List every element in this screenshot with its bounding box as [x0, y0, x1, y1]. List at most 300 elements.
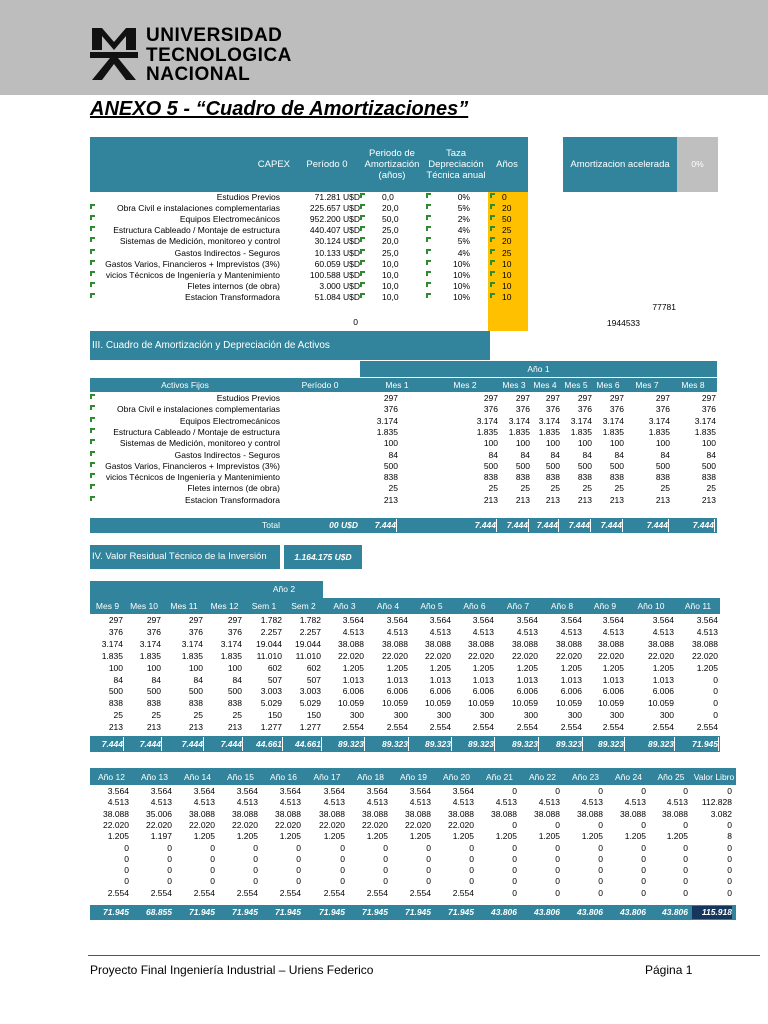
capex-row-period0: 30.124 U$D	[314, 236, 360, 247]
t2-cell: 38.088	[556, 638, 582, 649]
t3-cell: 38.088	[491, 808, 517, 819]
t3-cell: 1.205	[107, 831, 129, 842]
t2-cell: 38.088	[512, 638, 538, 649]
t3-cell: 0	[555, 853, 560, 864]
capex-row-period0: 60.059 U$D	[314, 258, 360, 269]
t2-cell: 3.564	[429, 615, 451, 625]
t2-header-cell: Mes 10	[130, 601, 158, 611]
t3-cell: 0	[426, 876, 431, 887]
t2-cell: 1.205	[560, 662, 582, 673]
t1-row-value: 100	[515, 438, 530, 449]
t2-cell: 300	[349, 710, 364, 721]
t3-cell: 38.088	[405, 808, 431, 819]
t3-cell: 0	[469, 842, 474, 853]
capex-total-zero: 0	[353, 317, 358, 327]
cell-marker-icon	[426, 271, 431, 276]
footer-project: Proyecto Final Ingeniería Industrial – Uriens Federico	[90, 963, 374, 977]
t3-cell: 0	[512, 865, 517, 876]
t1-row-value: 84	[520, 449, 530, 460]
t2-cell: 22.020	[648, 650, 674, 661]
t3-cell: 0	[555, 819, 560, 830]
t3-cell: 1.205	[409, 831, 431, 842]
t2-header-cell: Mes 9	[95, 601, 120, 611]
t2-total-cell: 44.661	[244, 737, 283, 751]
t2-cell: 300	[659, 710, 674, 721]
t2-cell: 6.006	[560, 686, 582, 697]
t2-cell: 213	[108, 722, 123, 733]
t2-cell: 10.059	[512, 698, 538, 709]
cell-marker-icon	[426, 193, 431, 198]
t3-header-cell: Año 14	[184, 772, 211, 782]
t2-cell: 297	[188, 615, 203, 625]
t3-cell: 22.020	[362, 819, 388, 830]
t2-cell: 4.513	[652, 626, 674, 637]
t3-header-cell: Año 19	[400, 772, 427, 782]
cell-marker-icon	[490, 226, 495, 231]
t1-row-value: 376	[483, 404, 498, 415]
capex-header-cell: Período 0	[306, 159, 348, 170]
t3-cell: 0	[727, 819, 732, 830]
t2-cell: 10.059	[648, 698, 674, 709]
t1-row-value: 1.835	[648, 426, 670, 437]
cell-marker-icon	[490, 237, 495, 242]
t2-cell: 3.564	[696, 615, 718, 625]
capex-row-periodo: 0,0	[382, 192, 394, 202]
capex-row-anos: 10	[502, 280, 512, 291]
t3-cell: 0	[296, 853, 301, 864]
t2-cell: 10.059	[425, 698, 451, 709]
cell-marker-icon	[490, 293, 495, 298]
t3-cell: 0	[512, 786, 517, 796]
capex-row-periodo: 25,0	[382, 247, 399, 258]
t2-cell: 11.010	[295, 650, 321, 661]
cell-marker-icon	[90, 249, 95, 254]
t2-cell: 38.088	[648, 638, 674, 649]
cell-marker-icon	[490, 271, 495, 276]
t2-cell: 38.088	[382, 638, 408, 649]
t2-total-cell: 89.323	[366, 737, 409, 751]
t2-cell: 1.013	[386, 674, 408, 685]
t2-cell: 1.277	[260, 722, 282, 733]
cell-marker-icon	[490, 204, 495, 209]
t1-row-value: 1.835	[570, 426, 592, 437]
t3-cell: 38.088	[620, 808, 646, 819]
t2-cell: 376	[227, 626, 242, 637]
cell-marker-icon	[360, 226, 365, 231]
t3-cell: 38.088	[103, 808, 129, 819]
t1-row-value: 3.174	[376, 415, 398, 426]
t3-cell: 22.020	[448, 819, 474, 830]
t3-cell: 0	[683, 786, 688, 796]
t3-cell: 2.554	[366, 887, 388, 898]
t3-cell: 4.513	[107, 797, 129, 808]
t3-cell: 3.564	[107, 786, 129, 796]
t3-cell: 38.088	[319, 808, 345, 819]
t2-header-cell: Año 8	[550, 601, 574, 611]
t3-total-cell: 71.945	[448, 907, 474, 917]
t1-row-value: 297	[701, 393, 716, 403]
t2-cell: 4.513	[386, 626, 408, 637]
t3-cell: 0	[683, 887, 688, 898]
t3-cell: 3.564	[409, 786, 431, 796]
t1-total-p0: 00 U$D	[329, 520, 358, 530]
t3-total-cell: 71.945	[232, 907, 258, 917]
t2-header-cell: Año 11	[684, 601, 712, 611]
capex-row-anos: 10	[502, 291, 512, 302]
t2-cell: 3.003	[260, 686, 282, 697]
t2-cell: 0	[713, 674, 718, 685]
t2-total-cell: 89.323	[540, 737, 583, 751]
t3-header-cell: Año 15	[227, 772, 254, 782]
t2-cell: 300	[523, 710, 538, 721]
t2-total-cell: 89.323	[626, 737, 675, 751]
t2-cell: 500	[188, 686, 203, 697]
capex-row-anos: 0	[502, 192, 507, 202]
t3-cell: 38.088	[534, 808, 560, 819]
t2-cell: 213	[188, 722, 203, 733]
t3-cell: 1.197	[150, 831, 172, 842]
t2-cell: 2.554	[429, 722, 451, 733]
t2-cell: 38.088	[692, 638, 718, 649]
t1-header-cell: Período 0	[301, 380, 339, 390]
t1-row-value: 297	[515, 393, 530, 403]
t2-cell: 2.554	[602, 722, 624, 733]
t1-row-value: 100	[545, 438, 560, 449]
t2-cell: 6.006	[342, 686, 364, 697]
t1-row-value: 500	[515, 460, 530, 471]
t3-cell: 38.088	[189, 808, 215, 819]
t2-cell: 602	[306, 662, 321, 673]
t3-cell: 22.020	[275, 819, 301, 830]
t2-cell: 2.257	[260, 626, 282, 637]
t3-cell: 0	[469, 865, 474, 876]
t3-cell: 0	[512, 887, 517, 898]
logo-line-1: UNIVERSIDAD	[146, 25, 283, 46]
t2-cell: 3.174	[101, 638, 123, 649]
t3-cell: 3.564	[323, 786, 345, 796]
t3-header-cell: Año 20	[443, 772, 470, 782]
t2-cell: 6.006	[386, 686, 408, 697]
t3-total-cell: 71.945	[405, 907, 431, 917]
t2-cell: 84	[193, 674, 203, 685]
cell-marker-icon	[360, 282, 365, 287]
t3-cell: 3.564	[452, 786, 474, 796]
cell-marker-icon	[490, 260, 495, 265]
capex-row-anos: 25	[502, 225, 512, 236]
capex-row-anos: 20	[502, 236, 512, 247]
t3-cell: 0	[124, 865, 129, 876]
t3-header-cell: Año 17	[313, 772, 341, 782]
t1-row-value: 213	[701, 494, 716, 505]
t1-row-value: 376	[383, 404, 398, 415]
capex-row-period0: 952.200 U$D	[309, 214, 360, 225]
t1-row-value: 1.835	[376, 426, 398, 437]
t2-header-cell: Sem 1	[251, 601, 277, 611]
section-iv-value: 1.164.175 U$D	[294, 552, 352, 562]
cell-marker-icon	[360, 260, 365, 265]
footer-page-number: Página 1	[645, 963, 693, 977]
t1-row-name: Estudios Previos	[216, 393, 280, 403]
t2-cell: 3.003	[299, 686, 321, 697]
t3-cell: 0	[512, 842, 517, 853]
t2-cell: 3.564	[602, 615, 624, 625]
capex-row-period0: 71.281 U$D	[314, 192, 360, 202]
cell-marker-icon	[426, 282, 431, 287]
t1-row-value: 84	[582, 449, 592, 460]
t1-row-value: 838	[515, 472, 530, 483]
t2-cell: 0	[713, 710, 718, 721]
t1-row-value: 838	[545, 472, 560, 483]
t3-cell: 1.205	[279, 831, 301, 842]
t2-cell: 2.554	[696, 722, 718, 733]
t2-cell: 11.010	[256, 650, 282, 661]
t1-total-value: 7.444	[530, 519, 559, 532]
capex-row-name: Estacion Transformadora	[185, 291, 280, 302]
t2-cell: 376	[146, 626, 161, 637]
t2-cell: 19.044	[295, 638, 321, 649]
t1-row-value: 84	[388, 449, 398, 460]
t3-cell: 1.205	[495, 831, 517, 842]
capex-row-taza: 10%	[452, 269, 470, 280]
t3-cell: 38.088	[577, 808, 603, 819]
t3-cell: 0	[426, 853, 431, 864]
t3-cell: 0	[641, 853, 646, 864]
t3-cell: 22.020	[189, 819, 215, 830]
cell-marker-icon	[490, 282, 495, 287]
cell-marker-icon	[490, 193, 495, 198]
t2-header-cell: Año 4	[376, 601, 400, 611]
t1-row-value: 100	[577, 438, 592, 449]
capex-row-taza: 4%	[457, 247, 470, 258]
t2-cell: 838	[188, 698, 203, 709]
t1-header-cell: Mes 8	[681, 380, 705, 390]
t3-cell: 0	[383, 853, 388, 864]
t2-cell: 1.205	[386, 662, 408, 673]
t3-cell: 0	[641, 865, 646, 876]
t2-total-cell: 44.661	[284, 737, 322, 751]
t2-cell: 3.564	[516, 615, 538, 625]
t2-cell: 1.835	[181, 650, 203, 661]
t1-row-value: 376	[655, 404, 670, 415]
t3-cell: 0	[383, 842, 388, 853]
t1-row-value: 838	[483, 472, 498, 483]
t2-cell: 300	[609, 710, 624, 721]
t2-cell: 1.782	[260, 615, 282, 625]
t3-cell: 22.020	[405, 819, 431, 830]
t2-cell: 1.013	[472, 674, 494, 685]
capex-row-taza: 10%	[452, 258, 470, 269]
t3-cell: 0	[598, 853, 603, 864]
capex-row-periodo: 50,0	[382, 214, 399, 225]
t3-cell: 38.088	[662, 808, 688, 819]
t1-row-value: 25	[582, 483, 592, 494]
t3-cell: 22.020	[103, 819, 129, 830]
capex-row-period0: 100.588 U$D	[309, 269, 360, 280]
t3-cell: 0	[727, 876, 732, 887]
t1-row-value: 500	[655, 460, 670, 471]
t2-cell: 3.564	[652, 615, 674, 625]
t2-cell: 0	[713, 698, 718, 709]
t2-cell: 100	[227, 662, 242, 673]
t1-row-value: 297	[609, 393, 624, 403]
t2-total-cell: 89.323	[410, 737, 452, 751]
t3-cell: 38.088	[232, 808, 258, 819]
t2-cell: 1.205	[472, 662, 494, 673]
t1-row-value: 297	[383, 393, 398, 403]
t3-cell: 0	[426, 842, 431, 853]
t1-row-value: 100	[655, 438, 670, 449]
t2-cell: 297	[108, 615, 123, 625]
t1-row-value: 100	[701, 438, 716, 449]
capex-row-anos: 50	[502, 214, 512, 225]
t2-cell: 3.564	[560, 615, 582, 625]
t3-cell: 38.088	[362, 808, 388, 819]
t1-row-name: Estructura Cableado / Montaje de estructura	[113, 426, 280, 437]
t3-header-cell: Año 18	[357, 772, 384, 782]
t2-cell: 1.205	[429, 662, 451, 673]
t2-cell: 4.513	[429, 626, 451, 637]
t3-cell: 0	[598, 865, 603, 876]
t1-row-value: 3.174	[602, 415, 624, 426]
cell-marker-icon	[426, 204, 431, 209]
t1-row-value: 1.835	[538, 426, 560, 437]
t1-row-value: 500	[383, 460, 398, 471]
t3-cell: 2.554	[409, 887, 431, 898]
t2-cell: 10.059	[468, 698, 494, 709]
logo-line-2: TECNOLOGICA	[146, 44, 292, 66]
t2-cell: 22.020	[556, 650, 582, 661]
t1-row-value: 376	[545, 404, 560, 415]
t1-row-value: 25	[488, 483, 498, 494]
t2-cell: 6.006	[602, 686, 624, 697]
t1-row-value: 84	[488, 449, 498, 460]
t1-row-value: 213	[655, 494, 670, 505]
capex-row-taza: 10%	[452, 291, 470, 302]
t3-cell: 4.513	[150, 797, 172, 808]
t3-cell: 1.205	[666, 831, 688, 842]
capex-row-name: Gastos Indirectos - Seguros	[174, 247, 280, 258]
t1-row-value: 297	[577, 393, 592, 403]
cell-marker-icon	[90, 204, 95, 209]
t3-cell: 0	[210, 842, 215, 853]
t3-cell: 0	[512, 853, 517, 864]
t1-row-value: 100	[383, 438, 398, 449]
t1-row-value: 500	[483, 460, 498, 471]
t3-cell: 0	[296, 876, 301, 887]
cell-marker-icon	[360, 249, 365, 254]
t1-row-value: 213	[483, 494, 498, 505]
t1-row-name: Gastos Indirectos - Seguros	[174, 449, 280, 460]
t2-year2-label: Año 2	[272, 584, 296, 594]
t1-header-cell: Mes 4	[533, 380, 557, 390]
t3-cell: 4.513	[624, 797, 646, 808]
capex-row-taza: 2%	[457, 214, 470, 225]
t2-cell: 3.564	[342, 615, 364, 625]
t1-row-value: 838	[701, 472, 716, 483]
capex-row-period0: 225.657 U$D	[309, 203, 360, 214]
t2-cell: 22.020	[338, 650, 364, 661]
cell-marker-icon	[360, 293, 365, 298]
t1-header-cell: Mes 6	[596, 380, 620, 390]
t2-cell: 6.006	[429, 686, 451, 697]
t3-cell: 1.205	[236, 831, 258, 842]
t1-total-value: 7.444	[592, 519, 623, 532]
t2-cell: 1.013	[602, 674, 624, 685]
t3-total-cell: 43.806	[662, 907, 688, 917]
t2-cell: 3.174	[181, 638, 203, 649]
t2-cell: 5.029	[260, 698, 282, 709]
t2-cell: 100	[108, 662, 123, 673]
t1-row-value: 1.835	[694, 426, 716, 437]
t2-cell: 22.020	[382, 650, 408, 661]
t3-cell: 0	[469, 853, 474, 864]
t2-cell: 25	[193, 710, 203, 721]
capex-row-name: Estudios Previos	[216, 192, 280, 202]
t3-total-cell: 71.945	[362, 907, 388, 917]
t1-row-value: 1.835	[508, 426, 530, 437]
t3-cell: 0	[555, 887, 560, 898]
t1-row-value: 25	[706, 483, 716, 494]
t3-cell: 1.205	[366, 831, 388, 842]
t2-cell: 3.174	[220, 638, 242, 649]
cell-marker-icon	[360, 204, 365, 209]
cell-marker-icon	[90, 215, 95, 220]
t3-cell: 0	[683, 842, 688, 853]
section-iii-title: III. Cuadro de Amortización y Depreciación de Activos	[92, 340, 330, 351]
cell-marker-icon	[490, 249, 495, 254]
t2-total-cell: 7.444	[163, 737, 204, 751]
t3-cell: 22.020	[319, 819, 345, 830]
t2-header-cell: Sem 2	[291, 601, 316, 611]
t3-cell: 4.513	[666, 797, 688, 808]
capex-row-periodo: 20,0	[382, 236, 399, 247]
cell-marker-icon	[90, 462, 95, 467]
t3-cell: 4.513	[495, 797, 517, 808]
t2-cell: 2.554	[560, 722, 582, 733]
t3-cell: 2.554	[193, 887, 215, 898]
t1-row-value: 84	[660, 449, 670, 460]
t3-cell: 0	[555, 865, 560, 876]
t2-cell: 3.174	[139, 638, 161, 649]
capex-row-period0: 3.000 U$D	[319, 280, 360, 291]
t3-total-cell: 71.945	[319, 907, 345, 917]
t2-cell: 2.554	[472, 722, 494, 733]
t2-total-cell: 89.323	[496, 737, 539, 751]
t3-cell: 0	[296, 865, 301, 876]
t2-total-cell: 7.444	[205, 737, 243, 751]
t1-row-value: 25	[660, 483, 670, 494]
t2-cell: 84	[232, 674, 242, 685]
t2-cell: 300	[567, 710, 582, 721]
t2-header-cell: Mes 11	[170, 601, 198, 611]
t3-cell: 4.513	[366, 797, 388, 808]
t3-header-cell: Año 16	[270, 772, 297, 782]
t2-cell: 25	[232, 710, 242, 721]
t3-cell: 0	[210, 853, 215, 864]
t1-header-cell: Mes 2	[453, 380, 477, 390]
t3-total-cell: 71.945	[189, 907, 215, 917]
t2-cell: 22.020	[512, 650, 538, 661]
capex-row-taza: 0%	[457, 192, 470, 202]
t3-header-cell: Año 23	[572, 772, 599, 782]
t3-cell: 4.513	[538, 797, 560, 808]
t3-cell: 0	[727, 887, 732, 898]
t3-cell: 0	[683, 865, 688, 876]
capex-row-anos: 20	[502, 203, 512, 214]
t2-cell: 22.020	[425, 650, 451, 661]
accel-value: 0%	[677, 137, 718, 192]
capex-header-cell: Periodo de Amortización (años)	[364, 148, 420, 181]
